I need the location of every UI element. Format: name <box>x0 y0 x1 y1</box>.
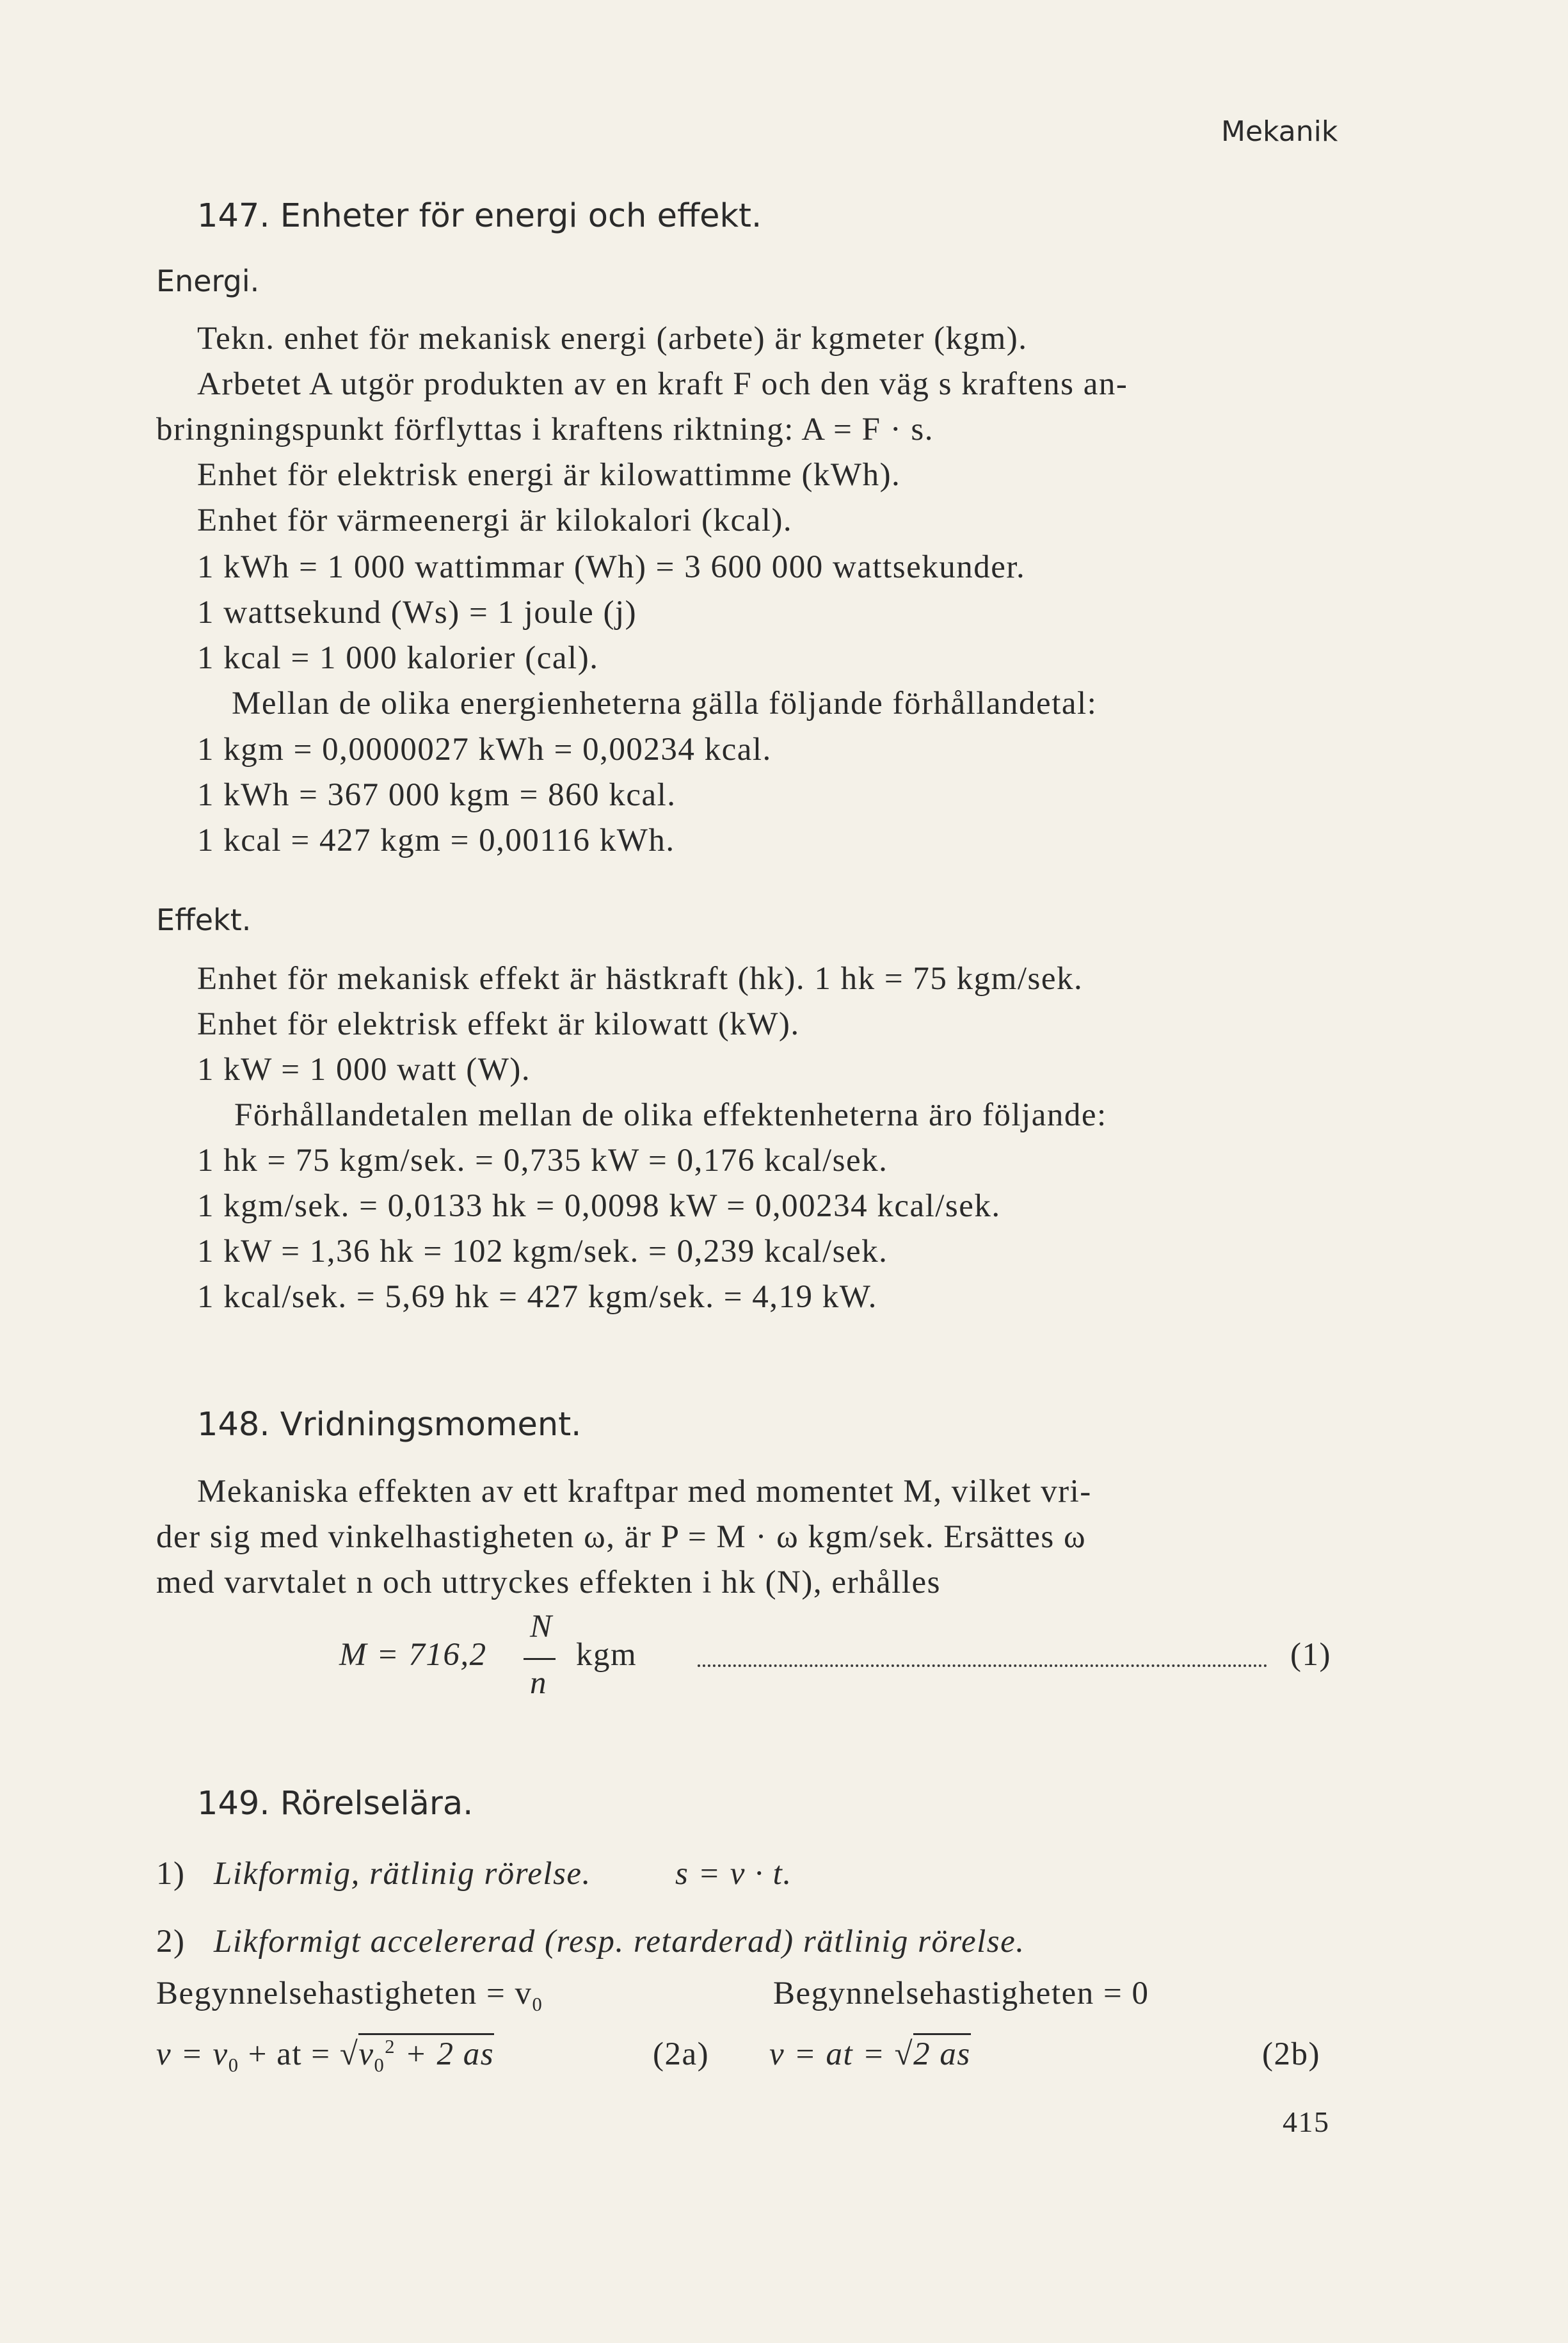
text-line: Enhet för värmeenergi är kilokalori (kcal). <box>197 503 793 538</box>
formula-lhs: M = 716,2 <box>339 1637 487 1673</box>
formula-numerator: N <box>530 1609 553 1645</box>
text-line: 1 hk = 75 kgm/sek. = 0,735 kW = 0,176 kcal/sek. <box>197 1143 888 1179</box>
text-line: med varvtalet n och uttryckes effekten i hk (N), erhålles <box>156 1565 941 1600</box>
formula-unit: kgm <box>576 1637 637 1673</box>
fraction-bar <box>524 1658 556 1660</box>
text-line: 1 kgm/sek. = 0,0133 hk = 0,0098 kW = 0,00234 kcal/sek. <box>197 1188 1001 1224</box>
subheading-energi: Energi. <box>156 264 260 298</box>
running-header: Mekanik <box>1221 115 1338 148</box>
subheading-effekt: Effekt. <box>156 903 252 937</box>
radicand-var: v <box>358 2036 374 2072</box>
item-label: 2) <box>156 1924 186 1960</box>
text-line: 1 kWh = 1 000 wattimmar (Wh) = 3 600 000 wattsekunder. <box>197 549 1026 585</box>
text-line: Tekn. enhet för mekanisk energi (arbete) är kgmeter (kgm). <box>197 321 1028 357</box>
subscript: 0 <box>228 2054 239 2077</box>
condition-right: Begynnelsehastigheten = 0 <box>773 1976 1149 2011</box>
radicand: 2 as <box>913 2033 971 2072</box>
dot-leader <box>698 1664 1267 1667</box>
text-line: 1 wattsekund (Ws) = 1 joule (j) <box>197 595 637 631</box>
root-sign: √ <box>894 2036 914 2072</box>
section-title-149: 149. Rörelselära. <box>197 1785 474 1823</box>
item-text: Likformig, rätlinig rörelse. <box>214 1856 591 1892</box>
text-line: 1 kW = 1 000 watt (W). <box>197 1052 531 1088</box>
text-line: Mellan de olika energienheterna gälla följande förhållandetal: <box>232 686 1098 721</box>
equation-number: (1) <box>1290 1637 1331 1673</box>
text-line: Enhet för mekanisk effekt är hästkraft (hk). 1 hk = 75 kgm/sek. <box>197 961 1084 997</box>
text-line: bringningspunkt förflyttas i kraftens riktning: A = F · s. <box>156 412 934 447</box>
formula-denominator: n <box>530 1665 547 1701</box>
text-line: 1 kW = 1,36 hk = 102 kgm/sek. = 0,239 kcal/sek. <box>197 1234 888 1269</box>
equation-lhs <box>156 2036 494 2077</box>
text-line: Enhet för elektrisk energi är kilowattimme (kWh). <box>197 457 901 493</box>
text-line: Förhållandetalen mellan de olika effektenheterna äro följande: <box>234 1097 1107 1133</box>
text-line: 1 kWh = 367 000 kgm = 860 kcal. <box>197 777 676 813</box>
text-line: 1 kcal/sek. = 5,69 hk = 427 kgm/sek. = 4,19 kW. <box>197 1279 877 1315</box>
radicand <box>358 2033 495 2077</box>
page-number: 415 <box>1283 2105 1330 2138</box>
lhs-text: v = v <box>156 2036 228 2072</box>
text-line: Mekaniska effekten av ett kraftpar med momentet M, vilket vri- <box>197 1474 1092 1510</box>
root-sign: √ <box>339 2036 359 2072</box>
text-line: 1 kgm = 0,0000027 kWh = 0,00234 kcal. <box>197 732 772 768</box>
condition-left <box>156 1975 543 2016</box>
subscript: 0 <box>532 1993 543 2016</box>
text-line: Arbetet A utgör produkten av en kraft F och den väg s kraftens an- <box>197 366 1128 402</box>
item-text: Likformigt accelererad (resp. retarderad) rätlinig rörelse. <box>214 1924 1025 1960</box>
equation-number: (2a) <box>653 2036 710 2072</box>
lhs-text: v = at = <box>769 2036 886 2072</box>
radicand-rest: + 2 as <box>404 2036 495 2072</box>
text-line: Enhet för elektrisk effekt är kilowatt (kW). <box>197 1006 800 1042</box>
subscript: 0 <box>374 2054 385 2077</box>
section-title-148: 148. Vridningsmoment. <box>197 1406 582 1444</box>
condition-text: Begynnelsehastigheten = v <box>156 1976 532 2011</box>
section-title-147: 147. Enheter för energi och effekt. <box>197 197 762 235</box>
superscript: 2 <box>385 2036 396 2057</box>
equation-lhs <box>769 2036 971 2073</box>
text-line: der sig med vinkelhastigheten ω, är P = M · ω kgm/sek. Ersättes ω <box>156 1519 1087 1555</box>
text-line: 1 kcal = 427 kgm = 0,00116 kWh. <box>197 823 675 858</box>
item-label: 1) <box>156 1856 186 1892</box>
plus: + at = <box>248 2036 331 2072</box>
text-line: 1 kcal = 1 000 kalorier (cal). <box>197 640 599 676</box>
equation-number: (2b) <box>1262 2036 1320 2072</box>
item-formula: s = v · t. <box>675 1856 792 1892</box>
